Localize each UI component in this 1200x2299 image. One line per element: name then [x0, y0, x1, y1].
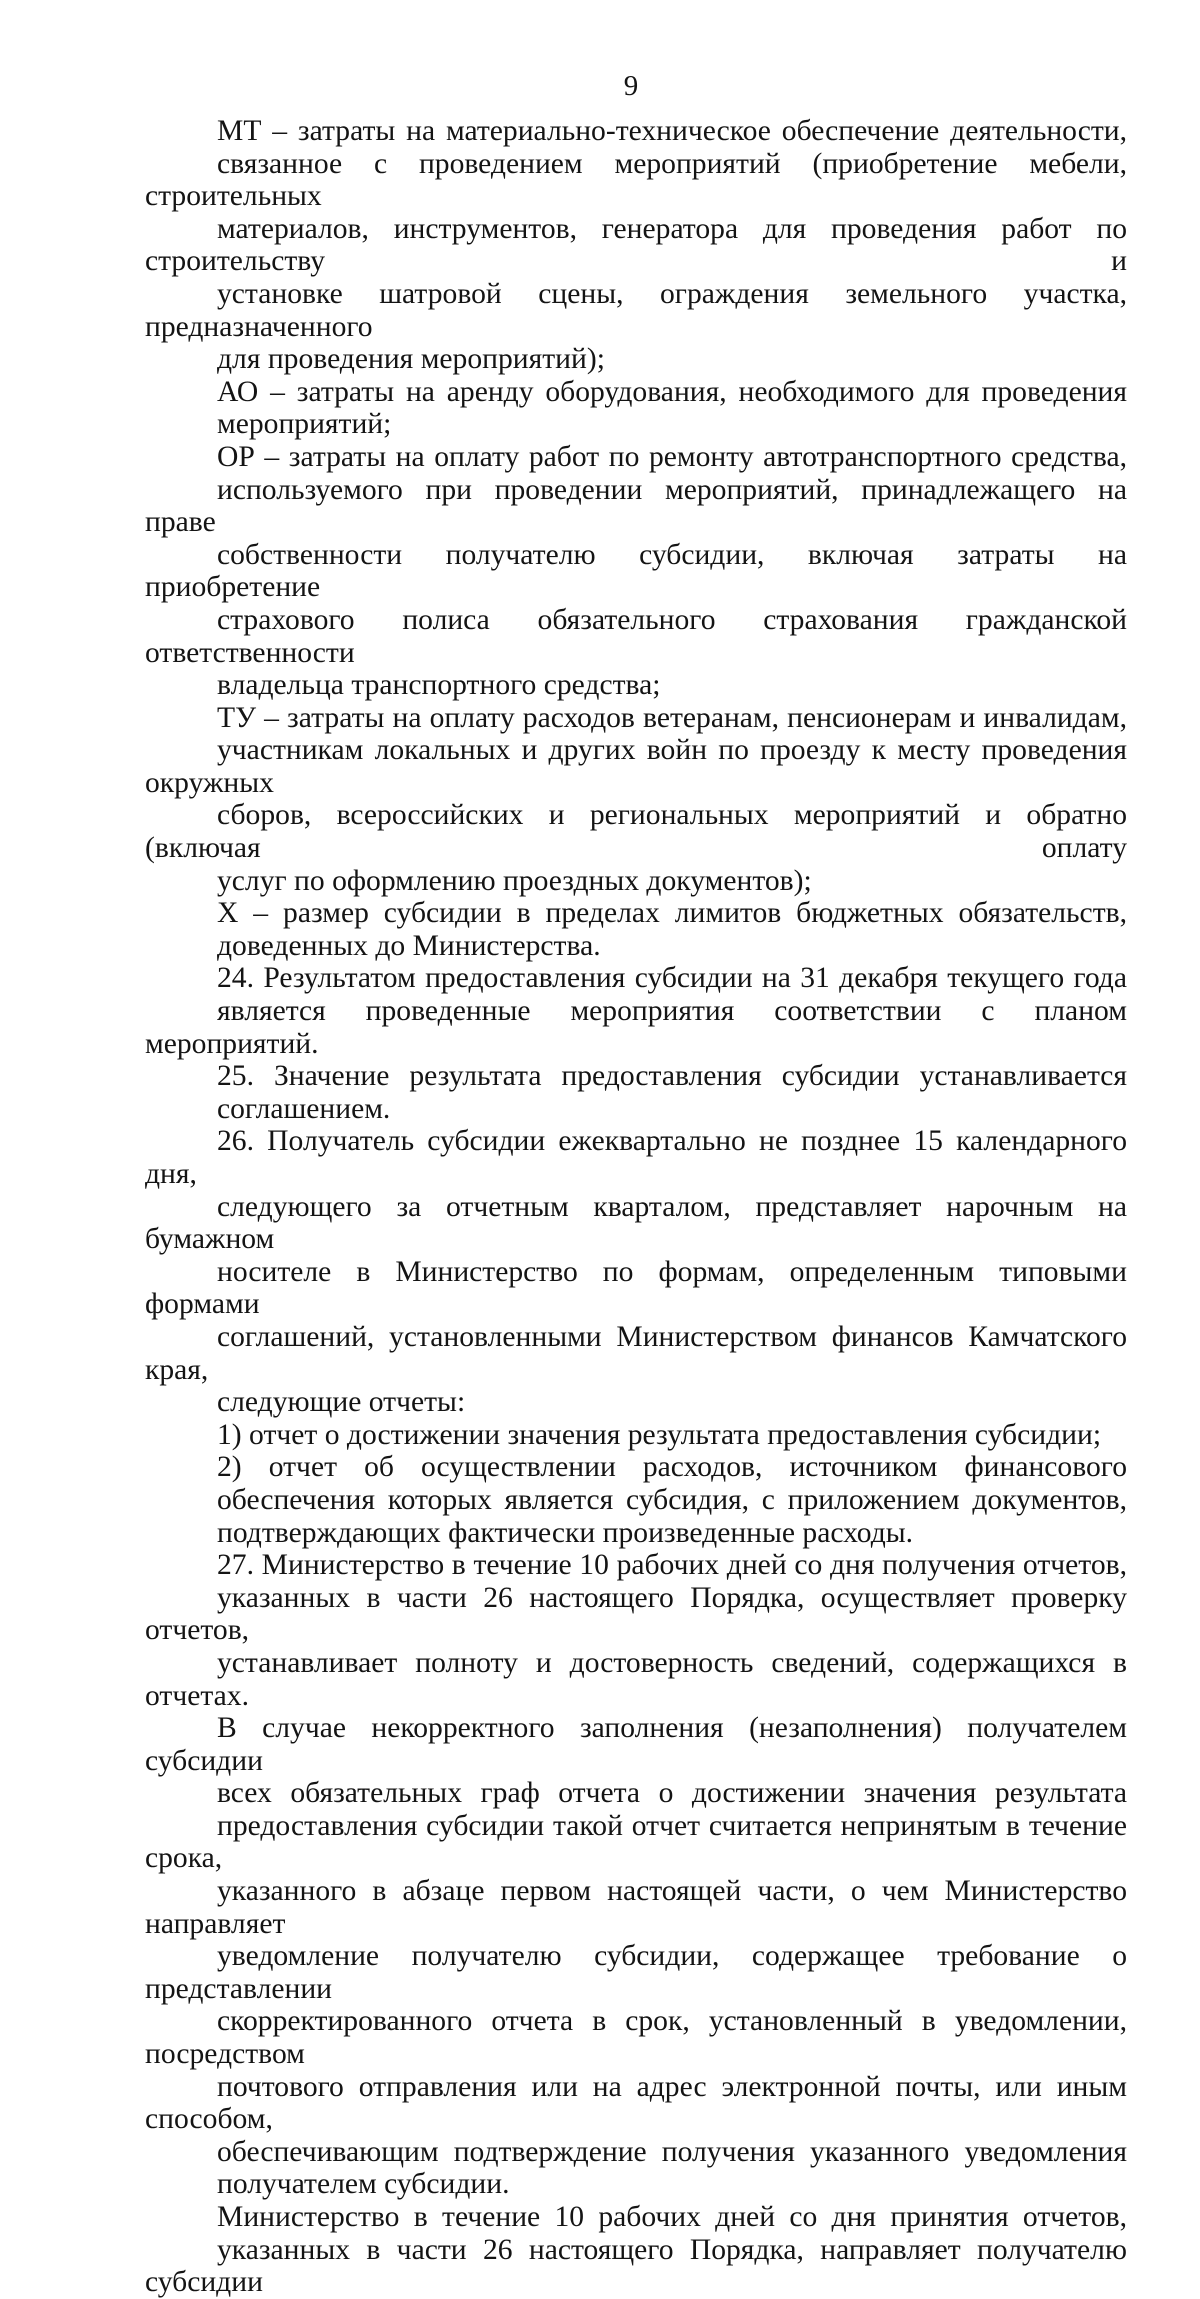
text-line: почтового отправления или на адрес электронной почты, или иным способом, — [145, 2070, 1127, 2136]
text-line: МТ – затраты на материально-техническое обеспечение деятельности, — [217, 115, 1127, 147]
text-line: 25. Значение результата предоставления субсидии устанавливается — [217, 1060, 1127, 1093]
text-line: доведенных до Министерства. — [217, 929, 601, 962]
text-line: услуг по оформлению проездных документов); — [217, 864, 812, 897]
text-line: сборов, всероссийских и региональных мероприятий и обратно (включая оплату — [145, 799, 1127, 865]
text-line: соглашений, установленными Министерством финансов Камчатского края, — [145, 1320, 1127, 1386]
text-line: Х – размер субсидии в пределах лимитов бюджетных обязательств, — [217, 897, 1127, 930]
text-line: ТУ – затраты на оплату расходов ветеранам, пенсионерам и инвалидам, — [217, 701, 1127, 734]
text-line: 26. Получатель субсидии ежеквартально не позднее 15 календарного дня, — [145, 1125, 1127, 1190]
text-line: для проведения мероприятий); — [217, 343, 605, 376]
text-line: ОР – затраты на оплату работ по ремонту автотранспортного средства, — [217, 440, 1127, 473]
text-line: соглашением. — [217, 1092, 391, 1125]
text-line: указанных в части 26 настоящего Порядка, осуществляет проверку отчетов, — [145, 1581, 1127, 1647]
paragraph — [145, 1419, 1127, 1452]
paragraph — [145, 115, 1127, 376]
text-line: уведомление получателю субсидии, содержащее требование о представлении — [145, 1940, 1127, 2005]
paragraph — [145, 2201, 1127, 2299]
text-line: Министерство в течение 10 рабочих дней со дня принятия отчетов, — [217, 2201, 1127, 2233]
text-line: 24. Результатом предоставления субсидии на 31 декабря текущего года — [217, 962, 1127, 995]
text-line: является проведенные мероприятия соответствии с планом мероприятий. — [145, 995, 1127, 1060]
text-line: устанавливает полноту и достоверность сведений, содержащихся в отчетах. — [145, 1646, 1127, 1712]
text-line: связанное с проведением мероприятий (приобретение мебели, строительных — [145, 147, 1127, 213]
text-line: установке шатровой сцены, ограждения земельного участка, предназначенного — [145, 277, 1127, 343]
text-line: участникам локальных и других войн по проезду к месту проведения окружных — [145, 734, 1127, 799]
page-number: 9 — [623, 70, 639, 102]
text-line: мероприятий; — [217, 408, 392, 441]
paragraph — [145, 1712, 1127, 2201]
text-line: обеспечивающим подтверждение получения указанного уведомления — [217, 2135, 1127, 2168]
text-line: подтверждающих фактически произведенные расходы. — [217, 1516, 914, 1549]
text-line: В случае некорректного заполнения (незаполнения) получателем субсидии — [145, 1712, 1127, 1777]
paragraph — [145, 702, 1127, 898]
paragraph — [145, 1549, 1127, 1712]
paragraph — [145, 376, 1127, 441]
text-line: скорректированного отчета в срок, установленный в уведомлении, посредством — [145, 2005, 1127, 2071]
text-line: материалов, инструментов, генератора для проведения работ по строительству и — [145, 212, 1127, 278]
text-line: владельца транспортного средства; — [217, 669, 661, 702]
paragraph — [145, 1125, 1127, 1418]
text-line: АО – затраты на аренду оборудования, необходимого для проведения — [217, 375, 1127, 408]
text-line: указанных в части 26 настоящего Порядка, направляет получателю субсидии — [145, 2233, 1127, 2299]
paragraph — [145, 962, 1127, 1060]
paragraph — [145, 1451, 1127, 1549]
text-line: страхового полиса обязательного страхования гражданской ответственности — [145, 603, 1127, 669]
text-line: собственности получателю субсидии, включая затраты на приобретение — [145, 538, 1127, 604]
text-line: используемого при проведении мероприятий, принадлежащего на праве — [145, 473, 1127, 539]
text-line: носителе в Министерство по формам, определенным типовыми формами — [145, 1255, 1127, 1321]
text-line: 27. Министерство в течение 10 рабочих дней со дня получения отчетов, — [217, 1549, 1127, 1582]
text-line: всех обязательных граф отчета о достижении значения результата — [217, 1777, 1127, 1810]
text-line: указанного в абзаце первом настоящей части, о чем Министерство направляет — [145, 1875, 1127, 1940]
text-line: обеспечения которых является субсидия, с приложением документов, — [217, 1483, 1127, 1516]
text-line: получателем субсидии. — [217, 2168, 510, 2201]
paragraph — [145, 1060, 1127, 1125]
text-line: следующего за отчетным кварталом, представляет нарочным на бумажном — [145, 1190, 1127, 1256]
paragraph — [145, 441, 1127, 702]
text-line: следующие отчеты: — [217, 1386, 466, 1419]
document-body — [145, 115, 1127, 2299]
text-line: 2) отчет об осуществлении расходов, источником финансового — [217, 1451, 1127, 1484]
paragraph — [145, 897, 1127, 962]
text-line: предоставления субсидии такой отчет считается непринятым в течение срока, — [145, 1809, 1127, 1875]
text-line: 1) отчет о достижении значения результата предоставления субсидии; — [217, 1418, 1102, 1451]
